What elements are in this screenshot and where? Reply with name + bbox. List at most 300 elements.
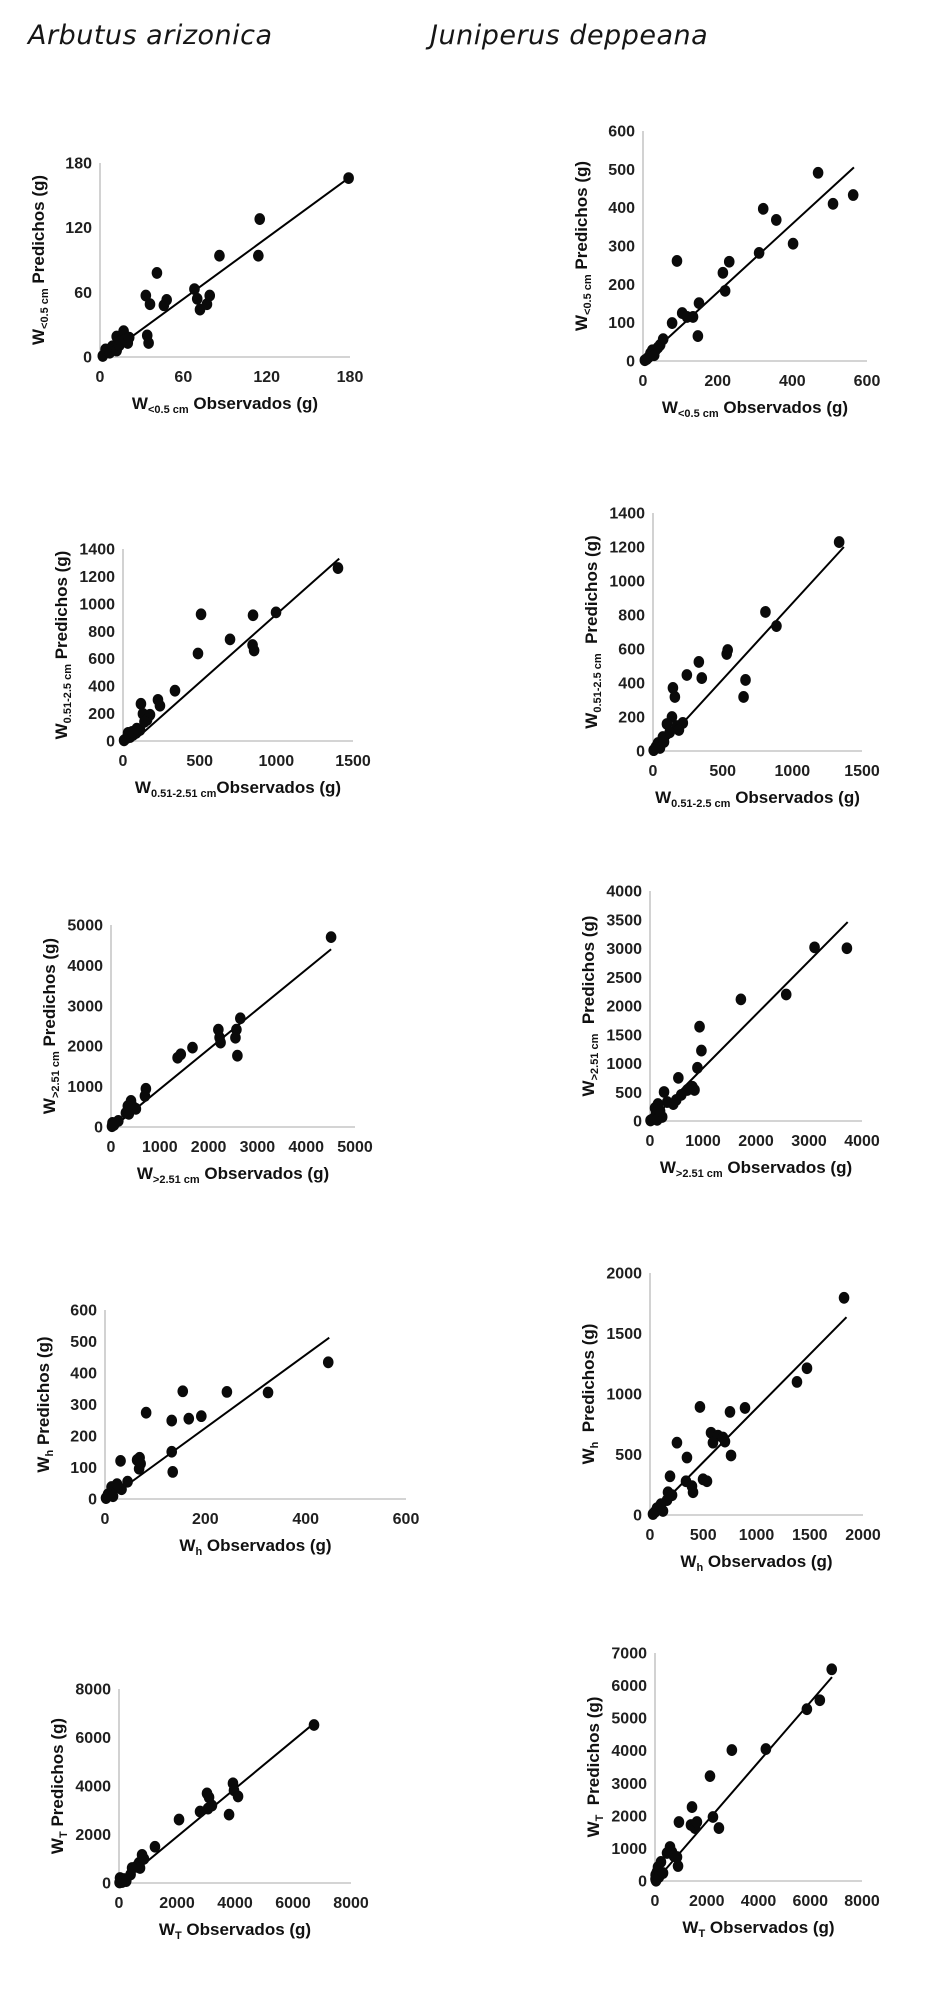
- y-tick-label: 1500: [606, 1027, 642, 1045]
- data-point: [809, 941, 820, 953]
- data-point: [813, 167, 824, 179]
- y-tick-label: 1000: [79, 596, 115, 614]
- y-tick-label: 2000: [606, 998, 642, 1016]
- y-tick-label: 400: [608, 200, 635, 218]
- data-point: [792, 1376, 803, 1388]
- x-axis-title: $W_{0.51-2.5 cm}$ Observados (g): [655, 788, 860, 810]
- y-tick-labels: [65, 156, 92, 367]
- data-point: [653, 342, 664, 354]
- y-tick-label: 3000: [67, 998, 103, 1016]
- chart-canvas: [573, 497, 886, 817]
- data-point: [758, 203, 769, 215]
- data-point: [175, 1048, 186, 1060]
- x-axis-title: $W_{<0.5 cm}$ Observados (g): [661, 398, 849, 420]
- x-tick-label: 0: [638, 373, 648, 390]
- data-point: [720, 1436, 731, 1448]
- data-point: [826, 1663, 837, 1675]
- scatter-plot-juniperus-w-0.51-2.5cm: [573, 497, 886, 817]
- data-point: [204, 290, 215, 302]
- scatter-plot-juniperus-w-lt0.5cm: [563, 115, 891, 427]
- trend-line: [138, 559, 339, 737]
- data-point: [150, 1841, 161, 1853]
- data-point: [141, 1407, 152, 1419]
- data-point: [696, 1045, 707, 1057]
- data-point: [326, 931, 337, 943]
- data-point: [112, 1478, 123, 1490]
- data-point: [828, 198, 839, 210]
- y-tick-label: 500: [608, 161, 635, 179]
- data-point: [333, 562, 344, 574]
- x-tick-label: 1000: [258, 753, 295, 770]
- x-tick-label: 4000: [288, 1139, 324, 1156]
- scatter-plot-arbutus-w-gt2.51cm: [31, 909, 379, 1193]
- data-point: [688, 1486, 699, 1498]
- y-tick-label: 0: [638, 1873, 647, 1891]
- data-point: [659, 1086, 670, 1098]
- x-tick-label: 0: [100, 1511, 110, 1528]
- data-point: [708, 1437, 719, 1449]
- y-tick-label: 1000: [67, 1079, 103, 1097]
- x-tick-label: 6000: [275, 1895, 311, 1912]
- x-tick-label: 1000: [685, 1133, 721, 1150]
- data-point: [694, 656, 705, 668]
- column-title-juniperus-deppeana: Juniperus deppeana: [430, 20, 709, 51]
- data-point: [167, 1466, 178, 1478]
- x-tick-labels: [96, 369, 364, 386]
- data-point: [688, 311, 699, 323]
- data-points: [648, 536, 844, 756]
- data-point: [802, 1362, 813, 1374]
- data-point: [343, 172, 354, 184]
- data-point: [708, 1811, 719, 1823]
- scatter-plot-juniperus-wt: [575, 1637, 886, 1947]
- data-point: [667, 317, 678, 329]
- y-axis-title: $W_h$ Predichos (g): [579, 1323, 601, 1465]
- trend-line: [651, 1317, 846, 1515]
- x-tick-label: 8000: [844, 1893, 880, 1910]
- data-point: [249, 645, 260, 657]
- y-tick-label: 2000: [606, 1265, 642, 1283]
- data-point: [152, 267, 163, 279]
- data-point: [682, 669, 693, 681]
- x-axis-title: $W_{<0.5 cm}$ Observados (g): [131, 394, 319, 416]
- x-tick-label: 1500: [791, 1527, 828, 1544]
- x-tick-label: 0: [106, 1139, 116, 1156]
- y-tick-label: 0: [102, 1875, 111, 1893]
- data-point: [125, 1869, 136, 1881]
- data-point: [694, 297, 705, 309]
- data-point: [848, 189, 859, 201]
- data-point: [834, 536, 845, 548]
- x-tick-label: 5000: [337, 1139, 373, 1156]
- y-tick-labels: [611, 1646, 647, 1891]
- x-axis-title: $W_{>2.51 cm}$ Observados (g): [136, 1164, 330, 1186]
- data-point: [670, 691, 681, 703]
- y-axis-title: $W_{0.51-2.5 cm}$ Predichos (g): [582, 535, 604, 729]
- x-tick-label: 1000: [142, 1139, 178, 1156]
- data-point: [674, 1816, 685, 1828]
- y-tick-label: 200: [618, 709, 645, 727]
- scatter-plot-juniperus-w-gt2.51cm: [570, 875, 886, 1187]
- data-point: [224, 1809, 235, 1821]
- x-tick-label: 0: [645, 1133, 655, 1150]
- data-point: [253, 250, 264, 262]
- y-tick-label: 1400: [609, 505, 645, 523]
- scatter-plot-arbutus-wt: [39, 1673, 375, 1949]
- y-tick-label: 1000: [609, 573, 645, 591]
- data-point: [696, 672, 707, 684]
- x-tick-label: 400: [292, 1511, 320, 1528]
- y-tick-label: 400: [70, 1365, 97, 1383]
- data-point: [664, 726, 675, 738]
- y-tick-label: 1000: [606, 1386, 642, 1404]
- scatter-plot-arbutus-w-lt0.5cm: [20, 147, 374, 423]
- chart-canvas: [575, 1637, 886, 1947]
- y-axis-title: $W_h$ Predichos (g): [34, 1336, 56, 1473]
- y-tick-label: 200: [70, 1428, 97, 1446]
- x-tick-label: 400: [778, 373, 806, 390]
- y-tick-label: 4000: [611, 1743, 647, 1761]
- data-point: [136, 698, 147, 710]
- x-tick-label: 4000: [217, 1895, 253, 1912]
- data-point: [726, 1450, 737, 1462]
- data-point: [714, 1822, 725, 1834]
- y-tick-label: 0: [636, 743, 645, 761]
- x-tick-label: 2000: [845, 1527, 881, 1544]
- y-tick-label: 0: [83, 349, 92, 367]
- data-point: [143, 337, 154, 349]
- data-point: [225, 633, 236, 645]
- data-point: [718, 267, 729, 279]
- y-tick-label: 6000: [75, 1730, 111, 1747]
- x-tick-label: 120: [253, 369, 281, 386]
- y-axis-title: $W_{0.51-2.5 cm}$ Predichos (g): [52, 550, 74, 740]
- y-axis-title: $W_T$ Predichos (g): [584, 1696, 606, 1838]
- trend-line: [122, 1723, 314, 1882]
- y-tick-label: 2000: [67, 1038, 103, 1056]
- y-tick-labels: [608, 124, 635, 371]
- y-tick-label: 180: [65, 155, 92, 173]
- column-title-arbutus-arizonica: Arbutus arizonica: [28, 20, 273, 51]
- scatter-plot-juniperus-wh: [570, 1257, 887, 1581]
- y-axis-title: $W_T$ Predichos (g): [48, 1717, 70, 1855]
- data-point: [721, 648, 732, 660]
- data-point: [230, 1032, 241, 1044]
- data-point: [271, 606, 282, 618]
- y-axis-title: $W_{>2.51 cm}$ Predichos (g): [579, 915, 601, 1097]
- data-point: [674, 724, 685, 736]
- data-point: [659, 736, 670, 748]
- x-tick-label: 2000: [688, 1893, 725, 1910]
- data-point: [682, 1452, 693, 1464]
- data-point: [263, 1387, 274, 1399]
- x-tick-label: 0: [645, 1527, 655, 1544]
- x-tick-label: 2000: [159, 1895, 195, 1912]
- data-point: [166, 1415, 177, 1427]
- y-tick-label: 0: [633, 1113, 642, 1131]
- data-point: [736, 993, 747, 1005]
- data-point: [693, 330, 704, 342]
- x-tick-labels: [651, 1893, 880, 1910]
- data-point: [196, 1410, 207, 1422]
- data-point: [134, 1463, 145, 1475]
- y-tick-label: 500: [615, 1447, 642, 1464]
- data-point: [692, 1062, 703, 1074]
- x-tick-label: 4000: [844, 1133, 880, 1150]
- data-point: [640, 354, 651, 366]
- x-tick-label: 4000: [740, 1893, 777, 1910]
- data-point: [754, 247, 765, 259]
- data-point: [183, 1413, 194, 1425]
- y-tick-labels: [609, 506, 645, 761]
- x-tick-label: 500: [709, 763, 737, 780]
- data-points: [650, 1663, 837, 1886]
- data-point: [161, 294, 172, 306]
- x-tick-label: 0: [650, 1893, 660, 1910]
- data-point: [738, 691, 749, 703]
- data-points: [101, 1356, 334, 1504]
- x-tick-label: 1000: [774, 763, 811, 780]
- scatter-plot-arbutus-wh: [25, 1294, 430, 1565]
- y-tick-label: 800: [618, 607, 645, 625]
- data-point: [309, 1719, 320, 1731]
- y-tick-label: 5000: [611, 1710, 647, 1728]
- data-point: [705, 1770, 716, 1782]
- x-tick-labels: [119, 753, 371, 770]
- x-tick-label: 0: [95, 369, 105, 386]
- y-axis-title: $W_{>2.51 cm}$ Predichos (g): [40, 937, 62, 1115]
- data-point: [139, 716, 150, 728]
- x-axis-title: $W_h$ Observados (g): [179, 1536, 332, 1558]
- chart-canvas: [570, 875, 886, 1187]
- x-tick-label: 1500: [335, 753, 371, 770]
- chart-canvas: [563, 115, 891, 427]
- y-tick-label: 0: [88, 1491, 97, 1509]
- data-point: [802, 1703, 813, 1715]
- x-tick-labels: [639, 373, 881, 390]
- data-point: [695, 1401, 706, 1413]
- x-tick-label: 200: [704, 373, 732, 390]
- data-point: [648, 1508, 659, 1520]
- y-tick-label: 2000: [611, 1808, 647, 1826]
- data-point: [665, 1470, 676, 1482]
- x-tick-label: 180: [336, 369, 364, 386]
- data-point: [740, 1402, 751, 1414]
- data-point: [727, 1744, 738, 1756]
- data-point: [115, 1455, 126, 1467]
- y-tick-labels: [606, 1266, 642, 1525]
- x-tick-labels: [115, 1895, 369, 1912]
- data-points: [640, 167, 859, 366]
- y-tick-label: 2000: [75, 1827, 111, 1844]
- data-points: [645, 941, 852, 1126]
- data-point: [233, 1791, 244, 1803]
- y-tick-label: 1000: [606, 1056, 642, 1073]
- data-point: [214, 250, 225, 262]
- data-point: [187, 1042, 198, 1054]
- data-point: [166, 1446, 177, 1458]
- data-point: [113, 1115, 124, 1127]
- x-tick-label: 0: [114, 1895, 124, 1912]
- data-point: [692, 1816, 703, 1828]
- y-tick-labels: [67, 918, 103, 1137]
- scatter-plot-arbutus-w-0.51-2.5cm: [43, 533, 377, 807]
- y-tick-label: 600: [88, 651, 115, 669]
- y-tick-label: 600: [608, 123, 635, 141]
- data-point: [222, 1386, 233, 1398]
- y-tick-label: 60: [74, 284, 92, 302]
- x-axis-title: $W_h$ Observados (g): [680, 1552, 833, 1574]
- y-tick-label: 1500: [606, 1326, 642, 1343]
- data-point: [839, 1292, 850, 1304]
- x-tick-labels: [646, 1527, 881, 1544]
- y-tick-label: 4000: [606, 883, 642, 901]
- x-tick-label: 3000: [791, 1133, 827, 1150]
- data-point: [235, 1012, 246, 1024]
- x-tick-label: 500: [689, 1527, 717, 1544]
- data-point: [124, 332, 135, 344]
- x-tick-labels: [107, 1139, 373, 1156]
- data-point: [687, 1801, 698, 1813]
- x-tick-label: 200: [191, 1511, 219, 1528]
- chart-canvas: [570, 1257, 887, 1581]
- x-tick-label: 2000: [738, 1133, 774, 1150]
- y-tick-labels: [79, 542, 115, 751]
- x-tick-labels: [646, 1133, 880, 1150]
- y-tick-label: 7000: [611, 1645, 647, 1663]
- x-tick-label: 2000: [190, 1139, 227, 1156]
- x-tick-label: 600: [392, 1511, 420, 1528]
- data-point: [725, 1406, 736, 1418]
- data-point: [671, 1094, 682, 1106]
- data-point: [842, 942, 853, 954]
- data-points: [107, 931, 337, 1132]
- y-axis-title: $W_{<0.5 cm}$ Predichos (g): [572, 160, 594, 332]
- data-point: [658, 1505, 669, 1517]
- y-tick-label: 2500: [606, 969, 642, 987]
- data-point: [673, 1072, 684, 1084]
- data-point: [196, 608, 207, 620]
- y-tick-label: 0: [626, 353, 635, 371]
- data-point: [248, 609, 259, 621]
- data-point: [761, 1743, 772, 1755]
- x-tick-label: 3000: [239, 1139, 276, 1156]
- y-tick-labels: [606, 884, 642, 1131]
- y-tick-label: 1200: [609, 539, 645, 557]
- y-tick-label: 8000: [75, 1681, 111, 1699]
- data-point: [193, 648, 204, 660]
- x-tick-label: 1500: [844, 763, 880, 780]
- y-tick-label: 100: [70, 1460, 97, 1477]
- data-points: [648, 1292, 850, 1520]
- data-point: [254, 213, 265, 225]
- x-tick-label: 600: [853, 373, 881, 390]
- data-point: [740, 674, 751, 686]
- data-point: [788, 238, 799, 250]
- y-tick-label: 200: [608, 276, 635, 294]
- y-tick-label: 6000: [611, 1678, 647, 1696]
- y-tick-label: 0: [94, 1119, 103, 1137]
- data-point: [672, 255, 683, 267]
- data-point: [672, 1437, 683, 1449]
- y-tick-labels: [75, 1682, 111, 1893]
- y-tick-label: 500: [615, 1084, 642, 1102]
- chart-canvas: [39, 1673, 375, 1949]
- y-tick-label: 400: [618, 675, 645, 693]
- data-point: [124, 1108, 135, 1120]
- data-point: [702, 1475, 713, 1487]
- y-tick-label: 4000: [67, 957, 103, 975]
- y-tick-label: 300: [608, 238, 635, 256]
- data-point: [815, 1694, 826, 1706]
- x-axis-title: $W_T$ Observados (g): [158, 1920, 312, 1942]
- data-point: [720, 285, 731, 297]
- data-point: [323, 1356, 334, 1368]
- chart-canvas: [31, 909, 379, 1193]
- x-tick-label: 6000: [792, 1893, 829, 1910]
- x-tick-label: 1000: [738, 1527, 775, 1544]
- x-tick-label: 0: [118, 753, 128, 770]
- data-point: [760, 606, 771, 618]
- data-point: [177, 1385, 188, 1397]
- y-tick-label: 4000: [75, 1778, 111, 1796]
- y-tick-label: 1400: [79, 541, 115, 559]
- x-axis-title: $W_T$ Observados (g): [682, 1918, 835, 1940]
- x-tick-label: 8000: [333, 1895, 369, 1912]
- x-tick-label: 500: [186, 753, 214, 770]
- chart-canvas: [20, 147, 374, 423]
- data-point: [192, 293, 203, 305]
- chart-canvas: [43, 533, 377, 807]
- data-point: [781, 989, 792, 1001]
- data-point: [694, 1021, 705, 1033]
- y-tick-label: 500: [70, 1334, 97, 1351]
- x-tick-labels: [101, 1511, 420, 1528]
- data-point: [215, 1037, 226, 1049]
- data-point: [655, 1105, 666, 1117]
- x-tick-label: 60: [174, 369, 193, 386]
- y-tick-label: 3500: [606, 912, 642, 930]
- x-axis-title: $W_{0.51-2.51 cm}Observados$ (g): [134, 778, 342, 800]
- y-tick-label: 1200: [79, 568, 115, 586]
- data-point: [673, 1860, 684, 1872]
- data-point: [724, 256, 735, 268]
- chart-canvas: [25, 1294, 430, 1565]
- data-point: [651, 1875, 662, 1887]
- y-tick-label: 300: [70, 1397, 97, 1414]
- y-tick-label: 0: [106, 733, 115, 751]
- data-point: [170, 685, 181, 697]
- data-point: [145, 298, 156, 310]
- trend-line: [110, 1338, 329, 1498]
- y-tick-label: 200: [88, 706, 115, 724]
- data-point: [195, 1806, 206, 1818]
- y-tick-label: 100: [608, 315, 635, 333]
- x-tick-labels: [649, 763, 880, 780]
- y-tick-label: 3000: [606, 941, 642, 958]
- data-point: [771, 620, 782, 632]
- data-point: [155, 700, 166, 712]
- y-tick-label: 5000: [67, 917, 103, 935]
- y-tick-label: 600: [618, 641, 645, 659]
- trend-line: [131, 178, 349, 338]
- data-point: [122, 1476, 133, 1488]
- y-tick-label: 120: [65, 220, 92, 238]
- y-tick-label: 800: [88, 623, 115, 641]
- y-tick-label: 0: [633, 1507, 642, 1525]
- y-tick-label: 3000: [611, 1775, 647, 1793]
- data-point: [108, 1490, 119, 1502]
